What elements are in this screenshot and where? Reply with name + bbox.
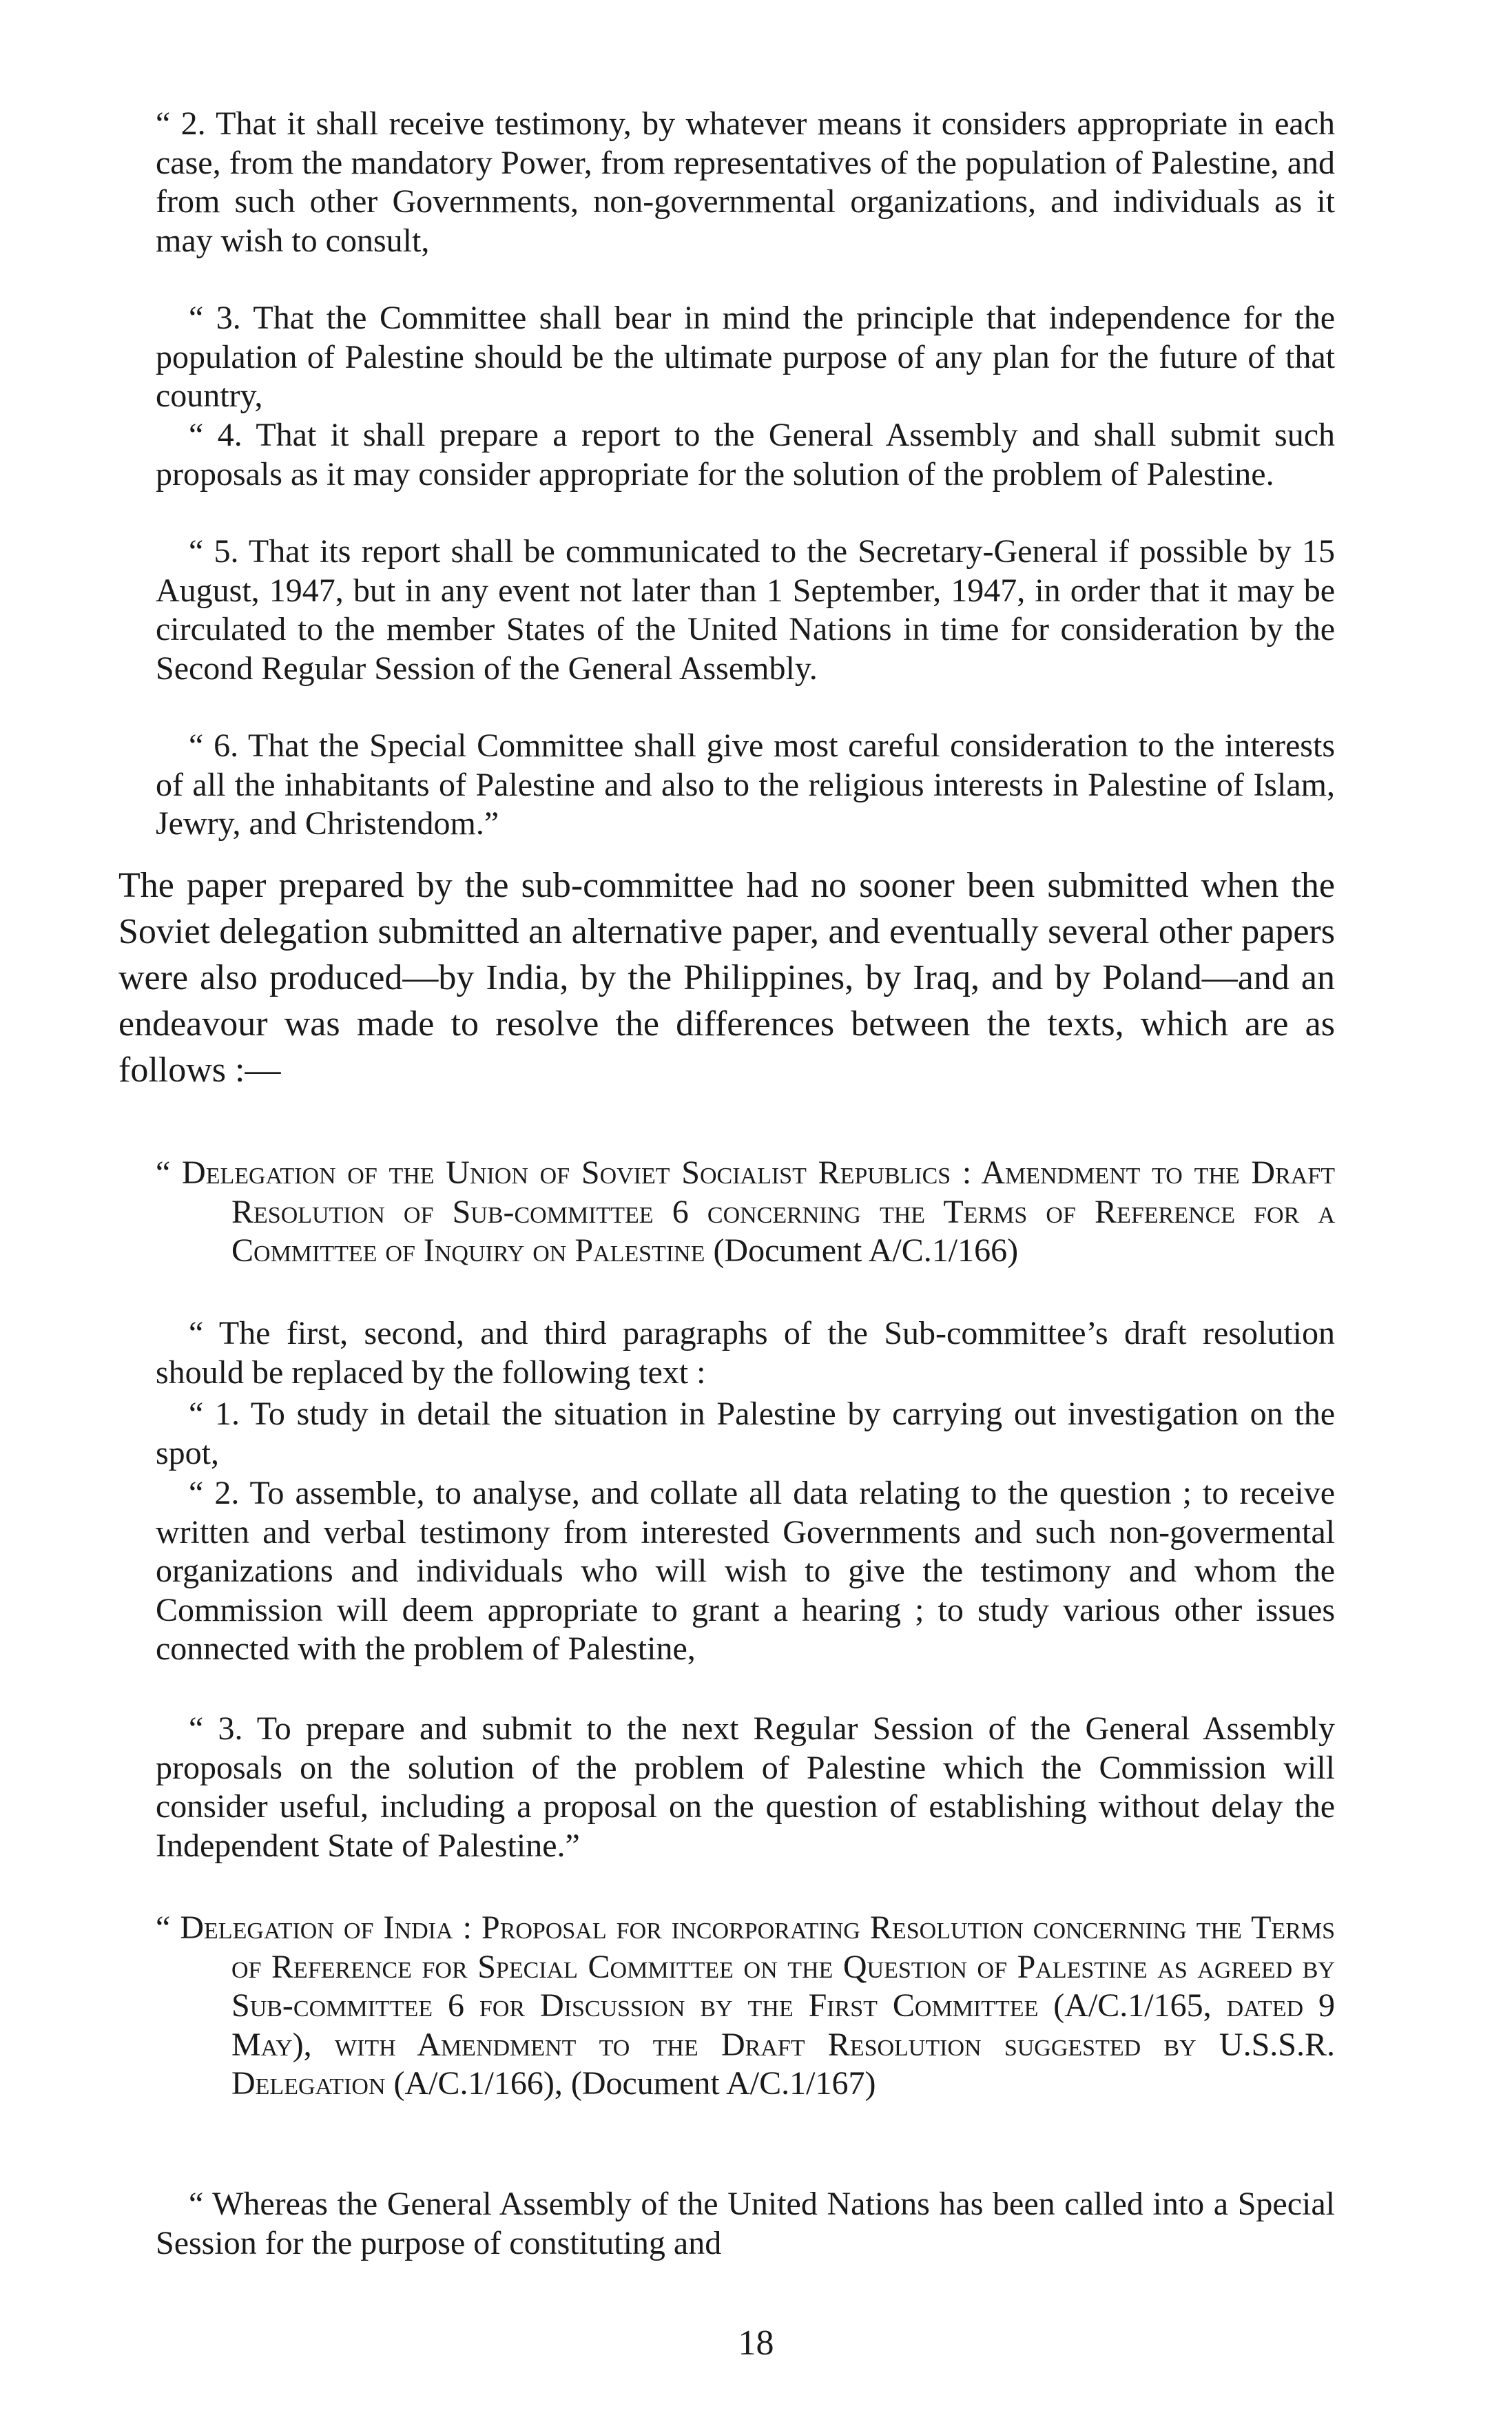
ussr-delegation-heading: “ Delegation of the Union of Soviet Socialist Republics : Amendment to the Draft Resolution of Sub-committee 6 concerning the Terms of Reference for a Committee of Inquiry on Palestine (Document A/C.1/166) (156, 1154, 1335, 1269)
ussr-term-2: “ 2. To assemble, to analyse, and collate all data relating to the question ; to receive written and verbal testimony from interested Governments and such non-govermental organizations and individuals who will wish to give the testimony and whom the Commission will deem appropriate to grant a hearing ; to study various other issues connected with the problem of Palestine, (156, 1475, 1335, 1667)
quoted-term-6: “ 6. That the Special Committee shall give most careful consideration to the interests of all the inhabitants of Palestine and also to the religious interests in Palestine of Islam, Jewry, and Christendom.” (156, 727, 1335, 842)
quoted-term-2: “ 2. That it shall receive testimony, by whatever means it considers appropriate in each case, from the mandatory Power, from representatives of the population of Palestine, and from such other Governments, non-governmental organizations, and individuals as it may wish to consult, (156, 105, 1335, 259)
page-number: 18 (738, 2323, 774, 2363)
narrative-paragraph: The paper prepared by the sub-committee had no sooner been submitted when the Soviet delegation submitted an alternative paper, and eventually several other papers were also produced—by India, by the Philippines, by Iraq, and by Poland—and an endeavour was made to resolve the differences between the texts, which are as follows :— (118, 866, 1335, 1090)
india-proposal-text: “ Whereas the General Assembly of the United Nations has been called into a Special Session for the purpose of constituting and (156, 2186, 1335, 2261)
quoted-term-3: “ 3. That the Committee shall bear in mind the principle that independence for the population of Palestine should be the ultimate purpose of any plan for the future of that country, (156, 300, 1335, 414)
ussr-intro-paragraph: “ The first, second, and third paragraphs of the Sub-committee’s draft resolution should be replaced by the following text : (156, 1315, 1335, 1391)
india-delegation-heading: “ Delegation of India : Proposal for incorporating Resolution concerning the Terms of Reference for Special Committee on the Question of Palestine as agreed by Sub-committee 6 for Discussion by the First Committee (A/C.1/165, dated 9 May), with Amendment to the Draft Resolution suggested by U.S.S.R. Delegation (A/C.1/166), (Document A/C.1/167) (156, 1909, 1335, 2102)
ussr-term-1: “ 1. To study in detail the situation in Palestine by carrying out investigation on the spot, (156, 1396, 1335, 1471)
quoted-term-5: “ 5. That its report shall be communicated to the Secretary-General if possible by 15 August, 1947, but in any event not later than 1 September, 1947, in order that it may be circulated to the member States of the United Nations in time for consideration by the Second Regular Session of the General Assembly. (156, 533, 1335, 687)
ussr-term-3: “ 3. To prepare and submit to the next Regular Session of the General Assembly proposals on the solution of the problem of Palestine which the Commission will consider useful, including a proposal on the question of establishing without delay the Independent State of Palestine.” (156, 1710, 1335, 1864)
quoted-term-4: “ 4. That it shall prepare a report to the General Assembly and shall submit such proposals as it may consider appropriate for the solution of the problem of Palestine. (156, 417, 1335, 493)
